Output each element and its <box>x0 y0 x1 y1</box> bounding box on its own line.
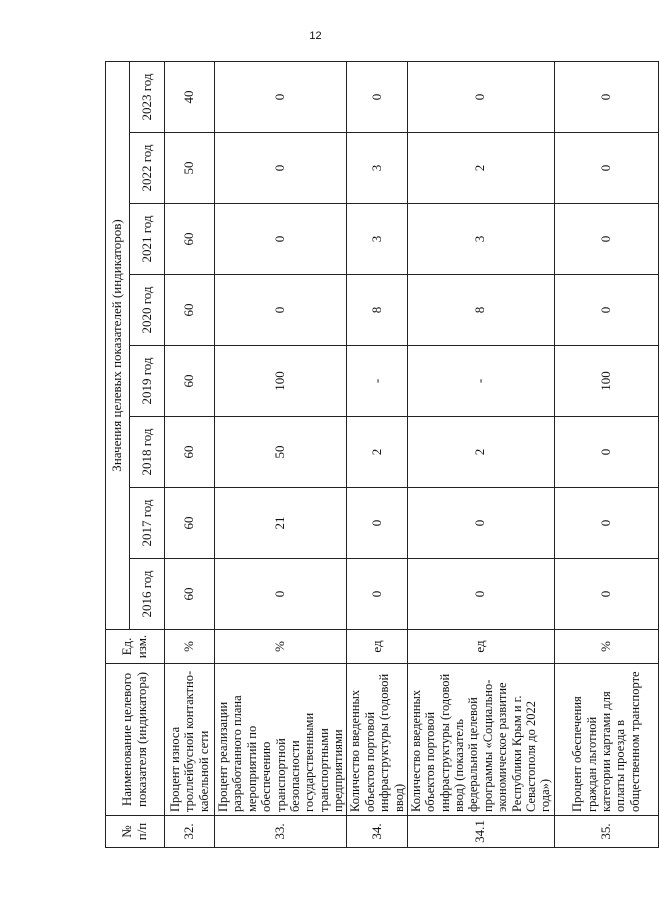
row-number: 34. <box>347 816 408 848</box>
row-value: 40 <box>165 61 215 132</box>
header-name: Наименование целевого показателя (индикатора) <box>106 664 165 816</box>
row-name: Количество введенных объектов портовой инфраструктуры (годовой ввод) <box>347 664 408 816</box>
row-value: 60 <box>165 417 215 488</box>
header-year: 2022 год <box>130 133 165 204</box>
row-value: 2 <box>407 417 554 488</box>
row-value: 0 <box>215 559 347 630</box>
row-value: 100 <box>554 346 658 417</box>
page-number: 12 <box>309 30 322 42</box>
table-row <box>407 61 554 847</box>
table-row <box>554 61 658 847</box>
header-year: 2018 год <box>130 417 165 488</box>
row-value: 0 <box>554 61 658 132</box>
row-unit: % <box>215 630 347 664</box>
row-value: 50 <box>165 133 215 204</box>
header-values-group: Значения целевых показателей (индикаторов) <box>106 61 130 629</box>
row-value: 0 <box>407 559 554 630</box>
indicators-table <box>105 61 659 848</box>
row-name: Количество введенных объектов портовой инфраструктуры (годовой ввод) (показатель федеральной целевой программы «Социально-экономическое развитие Республики Крым и г. Севастополя до 2022 года») <box>407 664 554 816</box>
header-year: 2016 год <box>130 559 165 630</box>
row-value: 0 <box>347 61 408 132</box>
row-value: 100 <box>215 346 347 417</box>
header-year: 2019 год <box>130 346 165 417</box>
row-value: 0 <box>215 275 347 346</box>
row-name: Процент износа троллейбусной контактно-кабельной сети <box>165 664 215 816</box>
header-year: 2023 год <box>130 61 165 132</box>
row-number: 33. <box>215 816 347 848</box>
row-value: 60 <box>165 204 215 275</box>
rotated-table-frame <box>105 62 642 848</box>
row-value: 2 <box>347 417 408 488</box>
row-value: 21 <box>215 488 347 559</box>
row-value: 0 <box>554 559 658 630</box>
row-value: 0 <box>347 559 408 630</box>
row-value: - <box>407 346 554 417</box>
row-value: 0 <box>554 417 658 488</box>
row-value: 60 <box>165 559 215 630</box>
row-value: 0 <box>554 275 658 346</box>
row-value: 0 <box>407 488 554 559</box>
row-value: 0 <box>215 61 347 132</box>
row-name: Процент обеспечения граждан льготной категории картами для оплаты проезда в общественном транспорте <box>554 664 658 816</box>
row-value: 60 <box>165 488 215 559</box>
row-value: 0 <box>215 204 347 275</box>
row-unit: ед <box>407 630 554 664</box>
table-row <box>165 61 215 847</box>
row-value: 8 <box>407 275 554 346</box>
header-year: 2017 год <box>130 488 165 559</box>
row-unit: % <box>554 630 658 664</box>
header-year: 2020 год <box>130 275 165 346</box>
table-row <box>347 61 408 847</box>
row-value: 2 <box>407 133 554 204</box>
row-value: 0 <box>554 204 658 275</box>
row-value: 8 <box>347 275 408 346</box>
row-value: 0 <box>407 61 554 132</box>
header-year: 2021 год <box>130 204 165 275</box>
header-unit: Ед. изм. <box>106 630 165 664</box>
row-unit: ед <box>347 630 408 664</box>
row-value: 0 <box>215 133 347 204</box>
row-value: 60 <box>165 346 215 417</box>
row-number: 32. <box>165 816 215 848</box>
row-value: 0 <box>554 488 658 559</box>
row-number: 34.1 <box>407 816 554 848</box>
row-value: 3 <box>347 133 408 204</box>
row-value: 3 <box>347 204 408 275</box>
table-row <box>215 61 347 847</box>
row-value: 3 <box>407 204 554 275</box>
row-value: - <box>347 346 408 417</box>
row-name: Процент реализации разработанного плана мероприятий по обеспечению транспортной безопасности государственными транспортными предприятиями <box>215 664 347 816</box>
row-value: 60 <box>165 275 215 346</box>
row-number: 35. <box>554 816 658 848</box>
row-unit: % <box>165 630 215 664</box>
row-value: 50 <box>215 417 347 488</box>
row-value: 0 <box>554 133 658 204</box>
row-value: 0 <box>347 488 408 559</box>
header-num: № п/п <box>106 816 165 848</box>
